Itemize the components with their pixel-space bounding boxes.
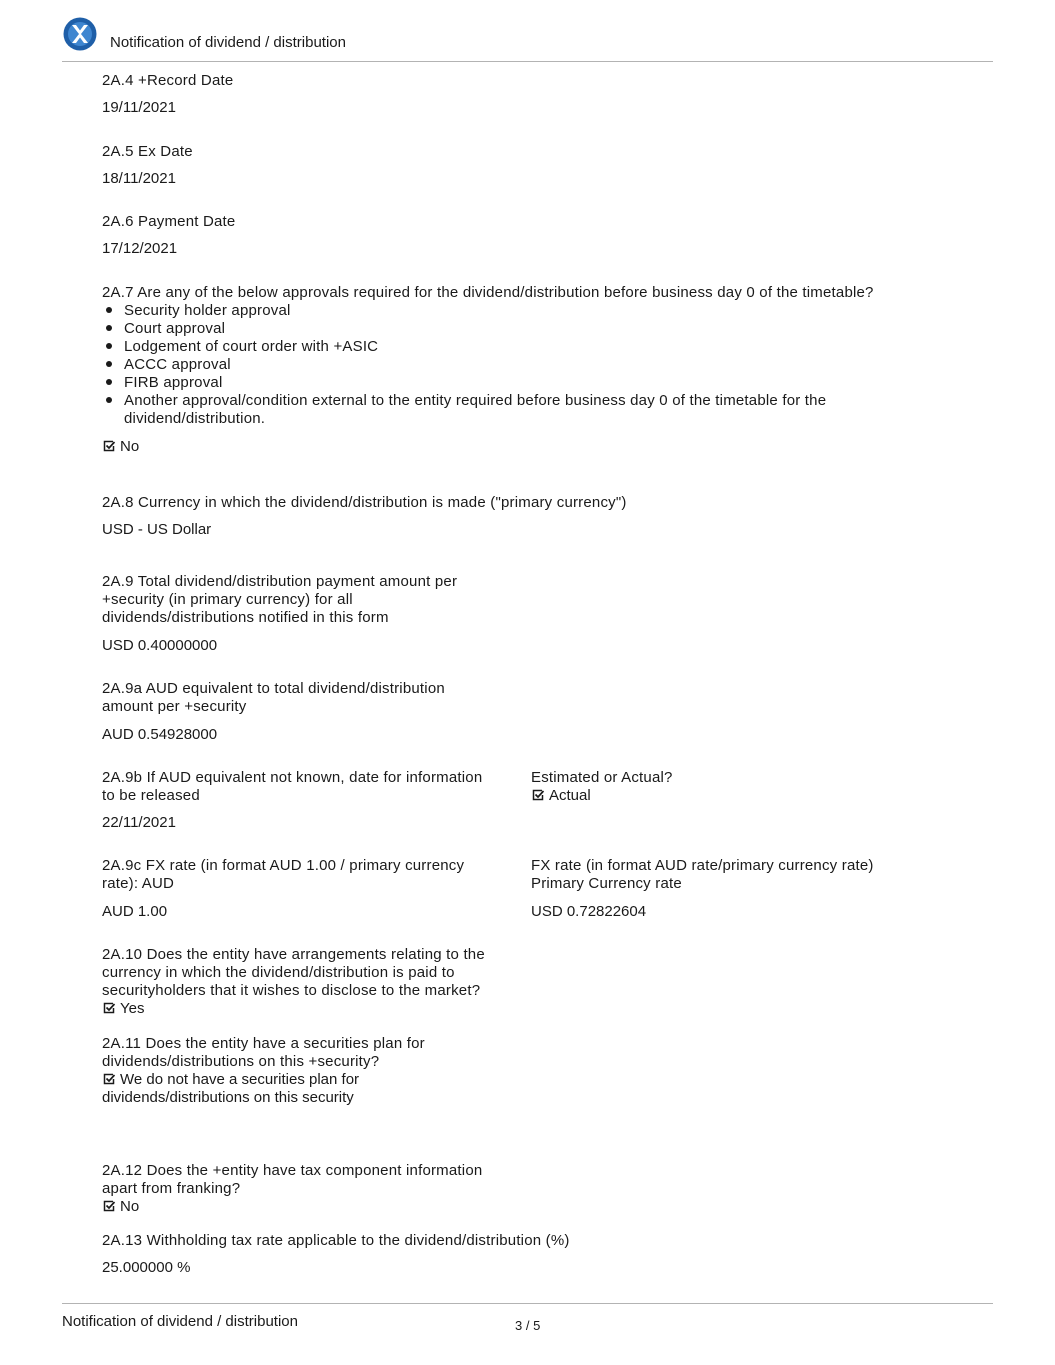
field-2a9-value: USD 0.40000000 — [102, 637, 218, 654]
field-2a10-answer — [102, 1000, 144, 1018]
label-line: 2A.9c FX rate (in format AUD 1.00 / primary currency — [102, 857, 465, 874]
answer-line: dividends/distributions on this security — [102, 1089, 354, 1106]
field-2a12-answer — [102, 1198, 139, 1216]
approval-list — [102, 302, 922, 428]
field-2a5-label: 2A.5 Ex Date — [102, 143, 193, 160]
field-2a10-label — [102, 946, 485, 1000]
field-2a11-answer — [102, 1071, 359, 1107]
label-line: amount per +security — [102, 698, 247, 715]
answer-line: We do not have a securities plan for — [120, 1071, 360, 1088]
field-2a9b-value: 22/11/2021 — [102, 814, 176, 831]
field-2a7-answer — [102, 438, 139, 456]
field-2a9-label — [102, 573, 457, 627]
fx-rate-label — [531, 857, 874, 893]
field-2a7-answer-text: No — [120, 438, 140, 455]
label-line: 2A.11 Does the entity have a securities plan for — [102, 1035, 425, 1052]
label-line: +security (in primary currency) for all — [102, 591, 353, 608]
field-2a9a-label — [102, 680, 445, 716]
label-line: apart from franking? — [102, 1180, 241, 1197]
approval-item: Court approval — [102, 320, 922, 338]
field-2a7-label: 2A.7 Are any of the below approvals required for the dividend/distribution before business day 0 of the timetable? — [102, 284, 874, 301]
field-2a12-label — [102, 1162, 482, 1198]
field-2a8-value: USD - US Dollar — [102, 521, 212, 538]
approval-item: Another approval/condition external to the entity required before business day 0 of the timetable for the dividend/distribution. — [102, 392, 922, 428]
field-2a10-answer-text: Yes — [120, 1000, 145, 1017]
approval-item: ACCC approval — [102, 356, 922, 374]
label-line: dividends/distributions notified in this form — [102, 609, 389, 626]
label-line: 2A.12 Does the +entity have tax component information — [102, 1162, 483, 1179]
checkbox-checked-icon — [102, 1072, 116, 1086]
header-divider — [62, 61, 993, 62]
footer-title: Notification of dividend / distribution — [62, 1313, 298, 1330]
label-line: 2A.9b If AUD equivalent not known, date for information — [102, 769, 483, 786]
label-line: 2A.9a AUD equivalent to total dividend/distribution — [102, 680, 445, 697]
field-2a8-label: 2A.8 Currency in which the dividend/distribution is made ("primary currency") — [102, 494, 627, 511]
estimated-or-actual-text: Actual — [549, 787, 591, 804]
field-2a12-answer-text: No — [120, 1198, 140, 1215]
asx-logo-icon — [63, 17, 97, 51]
approval-item: Security holder approval — [102, 302, 922, 320]
field-2a9a-value: AUD 0.54928000 — [102, 726, 218, 743]
field-2a9b-label — [102, 769, 482, 805]
field-2a13-value: 25.000000 % — [102, 1259, 191, 1276]
field-2a9c-label — [102, 857, 464, 893]
checkbox-checked-icon — [531, 788, 545, 802]
label-line: dividends/distributions on this +security? — [102, 1053, 380, 1070]
fx-rate-value: USD 0.72822604 — [531, 903, 647, 920]
label-line: Primary Currency rate — [531, 875, 682, 892]
footer-divider — [62, 1303, 993, 1304]
estimated-or-actual-label: Estimated or Actual? — [531, 769, 673, 786]
field-2a11-label — [102, 1035, 425, 1071]
field-2a4-value: 19/11/2021 — [102, 99, 176, 116]
approval-item: FIRB approval — [102, 374, 922, 392]
label-line: rate): AUD — [102, 875, 175, 892]
label-line: currency in which the dividend/distribution is paid to — [102, 964, 455, 981]
field-2a6-value: 17/12/2021 — [102, 240, 178, 257]
field-2a4-label: 2A.4 +Record Date — [102, 72, 234, 89]
header-title: Notification of dividend / distribution — [110, 34, 346, 51]
checkbox-checked-icon — [102, 439, 116, 453]
field-2a9c-value: AUD 1.00 — [102, 903, 168, 920]
label-line: to be released — [102, 787, 200, 804]
page-number: 3 / 5 — [515, 1318, 541, 1333]
checkbox-checked-icon — [102, 1001, 116, 1015]
label-line: 2A.10 Does the entity have arrangements relating to the — [102, 946, 485, 963]
field-2a6-label: 2A.6 Payment Date — [102, 213, 236, 230]
field-2a13-label: 2A.13 Withholding tax rate applicable to the dividend/distribution (%) — [102, 1232, 570, 1249]
estimated-or-actual-answer — [531, 787, 591, 805]
label-line: FX rate (in format AUD rate/primary currency rate) — [531, 857, 874, 874]
checkbox-checked-icon — [102, 1199, 116, 1213]
approval-item: Lodgement of court order with +ASIC — [102, 338, 922, 356]
field-2a5-value: 18/11/2021 — [102, 170, 176, 187]
label-line: 2A.9 Total dividend/distribution payment amount per — [102, 573, 458, 590]
label-line: securityholders that it wishes to disclose to the market? — [102, 982, 481, 999]
